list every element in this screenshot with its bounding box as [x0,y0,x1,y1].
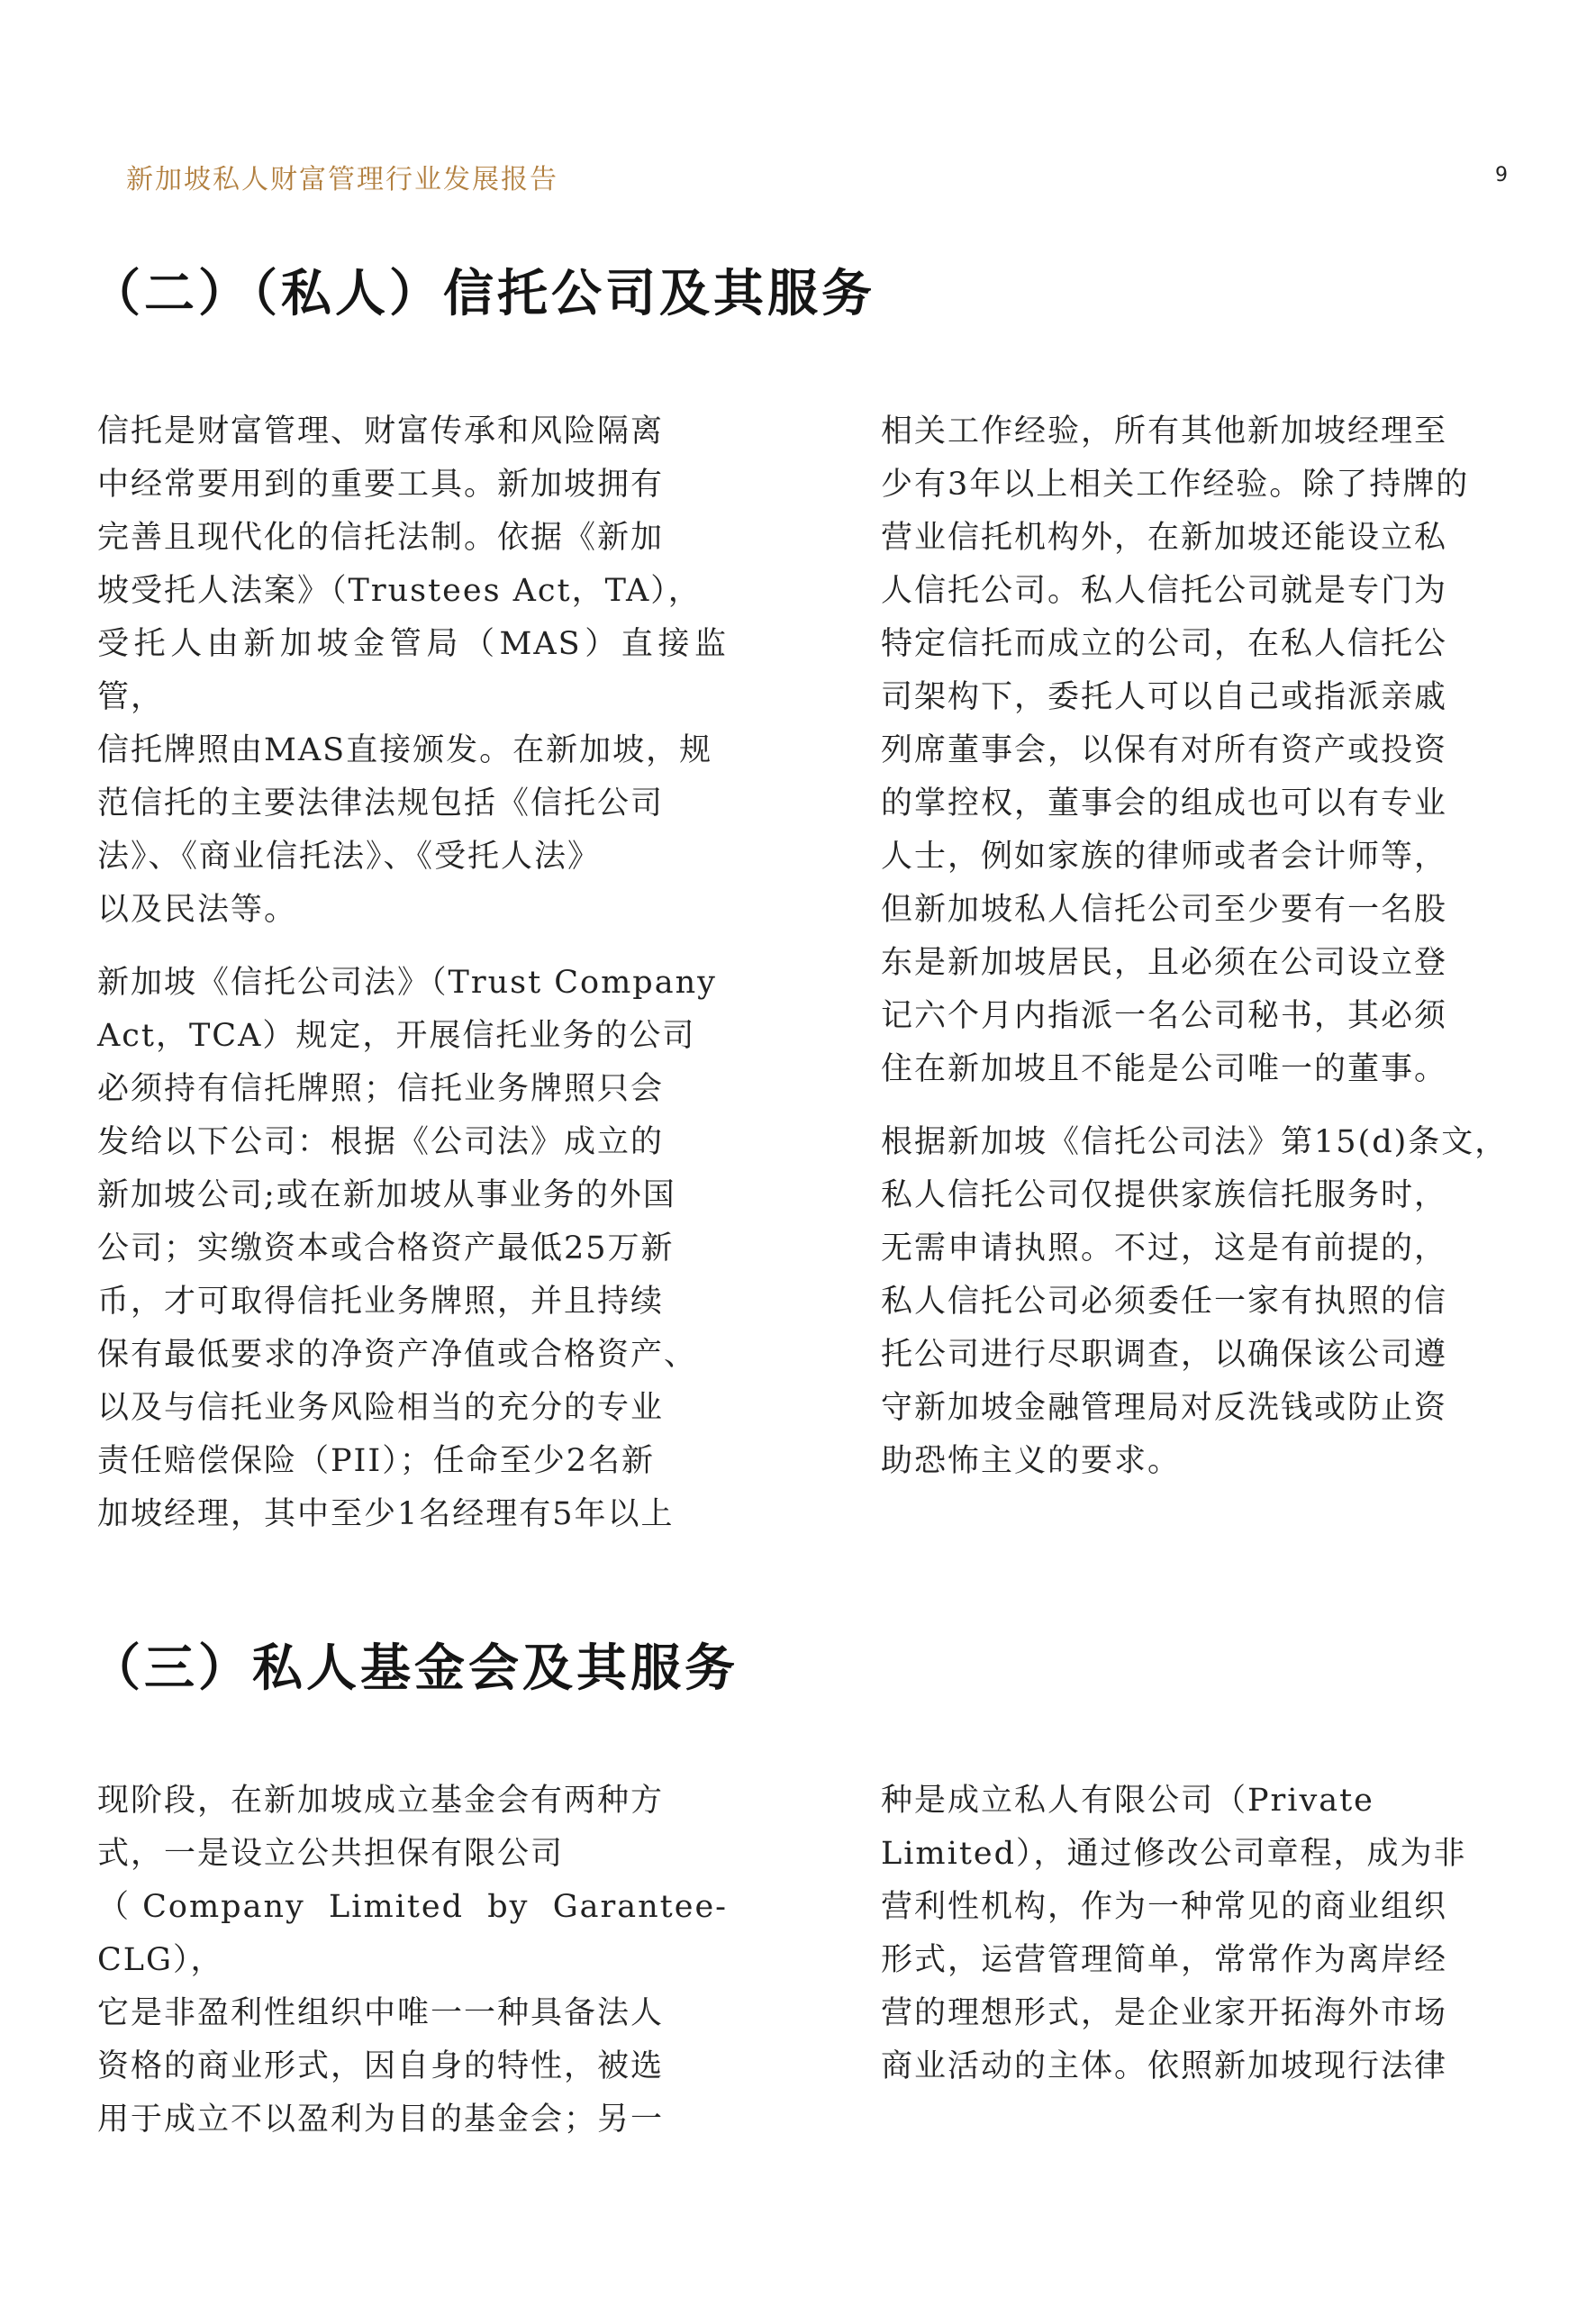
paragraph: 现阶段，在新加坡成立基金会有两种方 式，一是设立公共担保有限公司 （Company Limited by Garantee-CLG）， 它是非盈利性组织中唯一一种具备法人 资格的商业形式，因自身的特性，被选 用于成立不以盈利为目的基金会；另一 [97,1783,728,2138]
paragraph: 信托是财富管理、财富传承和风险隔离 中经常要用到的重要工具。新加坡拥有 完善且现代化的信托法制。依据《新加 坡受托人法案》（Trustees Act，TA）， 受托人由新加坡金管局（MAS）直接监管， 信托牌照由MAS直接颁发。在新加坡，规 范信托的主要法律法规包括《信托公司 法》、《商业信托法》、《受托人法》 以及民法等。 [97,413,728,928]
section3-right-column [881,1775,1511,2113]
section-title-trust-companies: （二）（私人）信托公司及其服务 [90,265,875,323]
section2-left-column [97,405,728,1561]
section-title-private-foundations: （三）私人基金会及其服务 [90,1639,739,1698]
paragraph: 相关工作经验，所有其他新加坡经理至 少有3年以上相关工作经验。除了持牌的 营业信托机构外，在新加坡还能设立私 人信托公司。私人信托公司就是专门为 特定信托而成立的公司，在私人信托公 司架构下，委托人可以自己或指派亲戚 列席董事会，以保有对所有资产或投资 的掌控权，董事会的组成也可以有专业 人士，例如家族的律师或者会计师等， 但新加坡私人信托公司至少要有一名股 东是新加坡居民，且必须在公司设立登 记六个月内指派一名公司秘书，其必须 住在新加坡且不能是公司唯一的董事。 [881,413,1470,1087]
section3-left-column [97,1775,728,2166]
paragraph: 新加坡《信托公司法》（Trust Company Act，TCA）规定，开展信托业务的公司 必须持有信托牌照；信托业务牌照只会 发给以下公司：根据《公司法》成立的 新加坡公司;或在新加坡从事业务的外国 公司；实缴资本或合格资产最低25万新 币，才可取得信托业务牌照，并且持续 保有最低要求的净资产净值或合格资产、 以及与信托业务风险相当的充分的专业 责任赔偿保险（PII）；任命至少2名新 加坡经理，其中至少1名经理有5年以上 [97,965,717,1532]
section2-right-column [881,405,1511,1508]
page-number: 9 [1495,164,1508,186]
running-header: 新加坡私人财富管理行业发展报告 [126,164,558,195]
paragraph: 根据新加坡《信托公司法》第15(d)条文， 私人信托公司仅提供家族信托服务时， 无需申请执照。不过，这是有前提的， 私人信托公司必须委任一家有执照的信 托公司进行尽职调查，以确保该公司遵 守新加坡金融管理局对反洗钱或防止资 助恐怖主义的要求。 [881,1124,1509,1479]
paragraph: 种是成立私人有限公司（Private Limited），通过修改公司章程，成为非 营利性机构，作为一种常见的商业组织 形式，运营管理简单，常常作为离岸经 营的理想形式，是企业家开拓海外市场 商业活动的主体。依照新加坡现行法律 [881,1783,1467,2084]
